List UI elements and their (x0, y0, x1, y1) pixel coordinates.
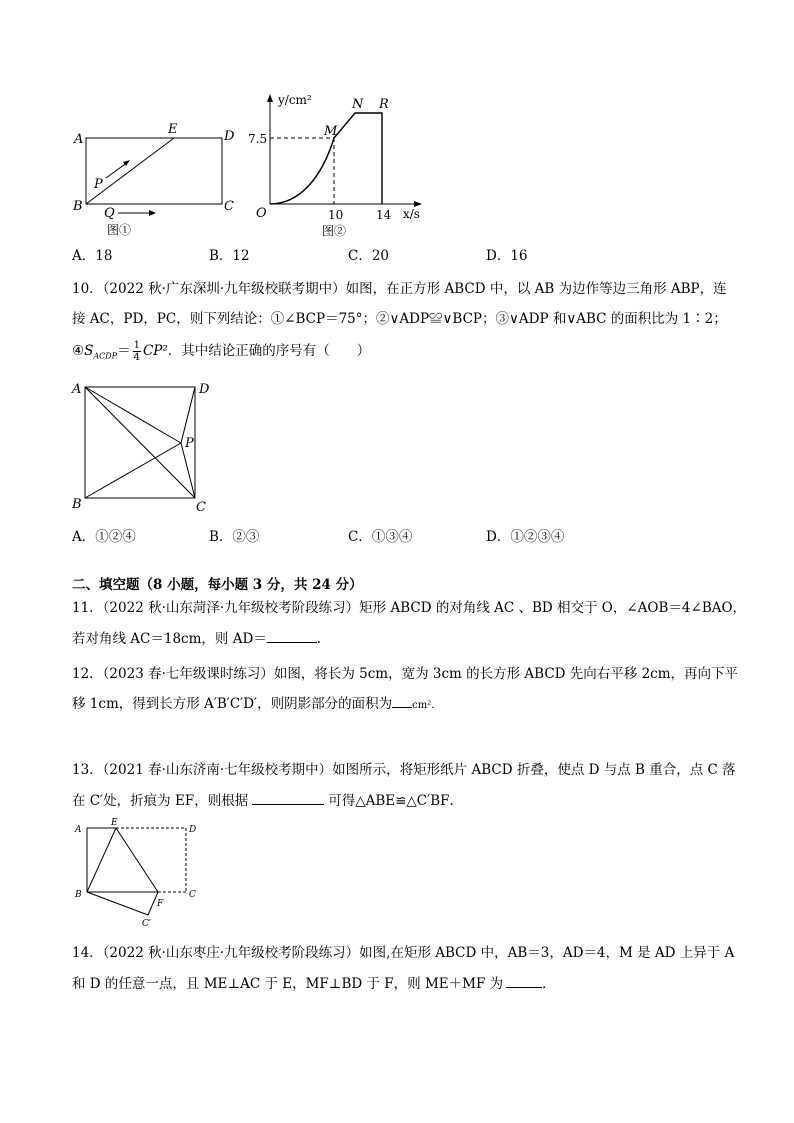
point-M: M (324, 124, 338, 139)
stem-end: 可得△ABE≌△C′BF． (328, 793, 463, 809)
point-N: N (352, 97, 364, 112)
option-letter: A． (72, 248, 96, 264)
label-P: P (185, 436, 194, 451)
option-text: ①②③④ (510, 529, 565, 545)
q10-option-d[interactable] (486, 527, 564, 547)
q9-option-d[interactable] (486, 246, 528, 266)
answer-blank[interactable] (267, 628, 317, 643)
label-C: C (224, 199, 234, 214)
option-text: ①②④ (95, 529, 136, 545)
label-B: B (75, 890, 82, 900)
q10-option-c[interactable] (348, 527, 412, 547)
q9-option-c[interactable] (348, 246, 389, 266)
q12-stem-line-2 (72, 693, 441, 716)
label-C: C (189, 890, 196, 900)
label-A: A (72, 382, 82, 397)
origin-label: O (256, 206, 267, 221)
option-letter: D． (486, 529, 511, 545)
fraction-denominator: 4 (133, 352, 140, 363)
q12-stem-line-1: 12．（2023 春·七年级课时练习）如图，将长为 5cm，宽为 3cm 的长方形 ABCD 先向右平移 2cm，再向下平 (72, 666, 739, 682)
label-A: A (75, 825, 82, 835)
q9-figure-2 (248, 92, 428, 242)
stem-end: ． (316, 631, 331, 647)
cp-squared: CP² (142, 343, 168, 359)
answer-blank[interactable] (252, 790, 324, 805)
stem-end: cm²． (412, 700, 442, 711)
q10-option-a[interactable] (72, 527, 136, 547)
q14-stem-line-1: 14．（2022 秋·山东枣庄·九年级校考阶段练习）如图,在矩形 ABCD 中，AB＝3，AD＝4，M 是 AD 上异于 A (72, 945, 735, 961)
q10-stem-line-1: 10．（2022 秋·广东深圳·九年级校联考期中）如图，在正方形 ABCD 中，以 AB 为边作等边三角形 ABP，连 (72, 281, 727, 297)
figure-caption-1: 图① (107, 223, 132, 237)
stem-end: ． (542, 976, 556, 992)
label-D: D (189, 825, 197, 835)
q9-figure-1 (68, 118, 238, 240)
label-E: E (168, 122, 178, 137)
fraction-numerator: 1 (133, 340, 140, 351)
q10-option-b[interactable] (209, 527, 259, 547)
answer-blank[interactable] (392, 693, 412, 708)
option-letter: C． (348, 529, 372, 545)
q10-figure (68, 380, 218, 515)
stem-text: 和 D 的任意一点，且 ME⊥AC 于 E，MF⊥BD 于 F，则 ME＋MF 为 (72, 976, 504, 992)
label-B: B (73, 199, 83, 214)
option-letter: A． (72, 529, 96, 545)
q9-option-a[interactable] (72, 246, 112, 266)
area-symbol: S (84, 343, 94, 359)
area-subscript: ACDP (93, 351, 118, 361)
option-letter: D． (486, 248, 511, 264)
equals-sign: ＝ (117, 343, 131, 359)
label-Q: Q (104, 206, 115, 221)
option-text: 16 (510, 248, 528, 264)
stem-text: 移 1cm，得到长方形 A′B′C′D′，则阴影部分的面积为 (72, 696, 393, 712)
label-F: F (157, 899, 164, 909)
stem-suffix: ．其中结论正确的序号有（ ） (167, 343, 371, 359)
q14-stem-line-2 (72, 973, 556, 994)
q10-stem-line-3 (72, 340, 370, 370)
option-text: ②③ (232, 529, 260, 545)
q13-figure (70, 818, 210, 930)
figure-caption-2: 图② (322, 224, 347, 238)
option-letter: B． (209, 248, 233, 264)
x-axis-label: x/s (403, 207, 420, 221)
label-A: A (74, 132, 84, 147)
q13-stem-line-1: 13．（2021 春·山东济南·七年级校考期中）如图所示，将矩形纸片 ABCD 折叠，使点 D 与点 B 重合，点 C 落 (72, 762, 736, 778)
label-C: C (196, 500, 206, 515)
q9-option-b[interactable] (209, 246, 250, 266)
y-tick-7-5: 7.5 (248, 132, 268, 146)
stem-text: 在 C′处，折痕为 EF，则根据 (72, 793, 249, 809)
option-letter: B． (209, 529, 233, 545)
label-D: D (224, 129, 235, 144)
option-text: 12 (232, 248, 250, 264)
item-number: ④ (72, 343, 85, 359)
point-R: R (379, 97, 389, 112)
option-text: 20 (371, 248, 390, 264)
label-E: E (111, 818, 118, 828)
label-D: D (199, 382, 210, 397)
label-B: B (72, 497, 82, 512)
x-tick-14: 14 (376, 208, 392, 222)
label-P: P (94, 177, 103, 192)
q11-stem-line-1: 11．（2022 秋·山东菏泽·九年级校考阶段练习）矩形 ABCD 的对角线 AC 、BD 相交于 O，∠AOB＝4∠BAO， (72, 600, 747, 616)
stem-text: 若对角线 AC＝18cm，则 AD＝ (72, 631, 267, 647)
option-text: ①③④ (371, 529, 413, 545)
q13-stem-line-2 (72, 790, 463, 811)
section-title: 二、填空题（8 小题，每小题 3 分，共 24 分） (72, 577, 363, 593)
q10-stem-line-2: 接 AC，PD，PC，则下列结论：①∠BCP＝75°；②∨ADP≌∨BCP；③∨ADP 和∨ABC 的面积比为 1∶2； (72, 311, 727, 327)
label-C-prime: C′ (142, 919, 151, 929)
option-letter: C． (348, 248, 372, 264)
option-text: 18 (95, 248, 113, 264)
x-tick-10: 10 (328, 208, 344, 222)
q11-stem-line-2 (72, 628, 330, 649)
answer-blank[interactable] (506, 973, 542, 988)
y-axis-label: y/cm² (278, 93, 312, 107)
